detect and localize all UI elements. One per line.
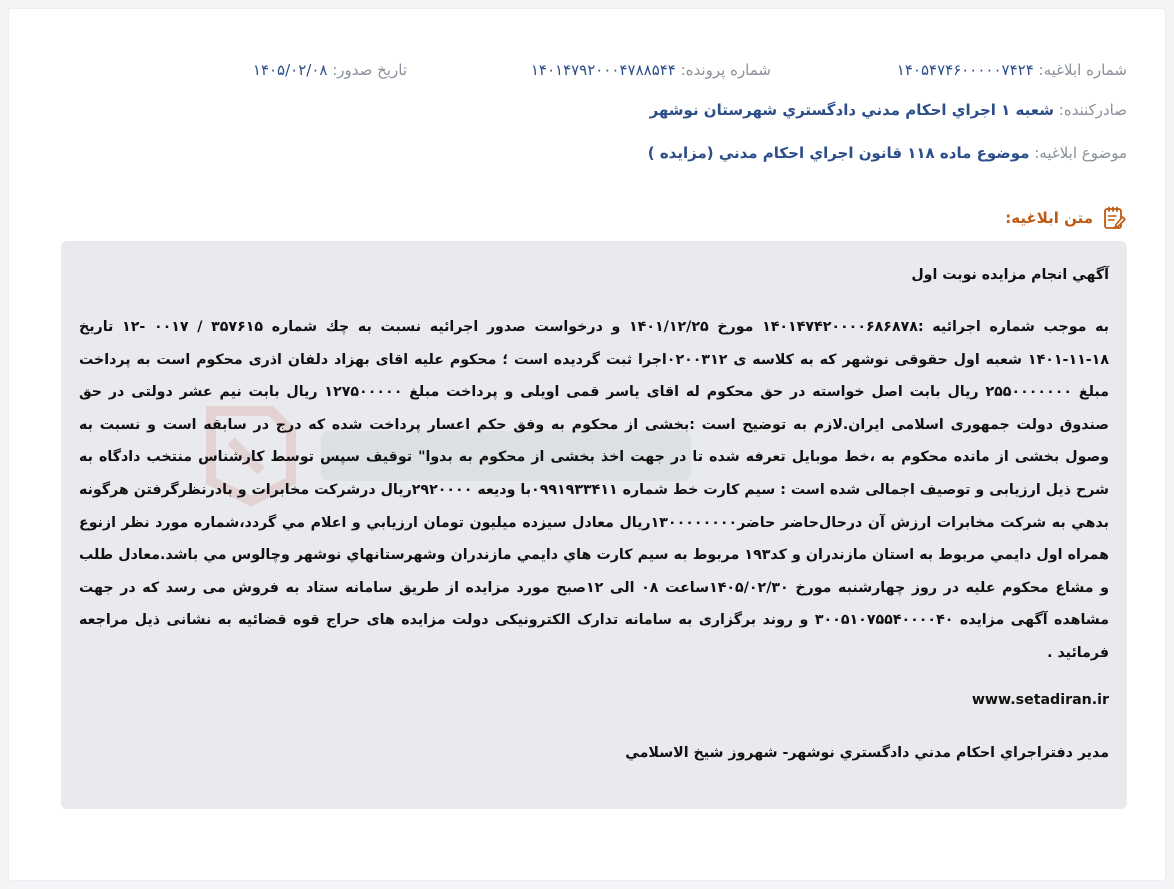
issue-date-value: ۱۴۰۵/۰۲/۰۸ <box>252 61 328 79</box>
notice-paragraph: به موجب شماره اجرائیه :۱۴۰۱۴۷۴۲۰۰۰۰۶۸۶۸۷۸ مورخ ۱۴۰۱/۱۲/۲۵ و درخواست صدور اجرائیه نسبت به چك شماره ۳۵۷۶۱۵ / ۰۰۱۷ -۱۲ تاریخ ۱۸-۱۱-۱۴۰۱ شعبه اول حقوقی نوشهر که به کلاسه ی ۰۲۰۰۳۱۲اجرا ثبت گردیده است ؛ محکوم علیه اقای بهزاد دلفان اذری محکوم است به پرداخت مبلغ ۲۵۵۰۰۰۰۰۰۰ ریال بابت اصل خواسته در حق محکوم له اقای یاسر قمی اویلی و پرداخت مبلغ ۱۲۷۵۰۰۰۰۰ ریال بابت نیم عشر دولتی در حق صندوق دولت جمهوری اسلامی ایران.لازم به توضیح است :بخشی از محکوم به وفق حکم اعسار پرداخت شده که درج در سابقه است و نسبت به وصول بخشی از مانده محکوم به ،خط موبایل تعرفه شده تا در جهت اخذ بخشی از محکوم به بدوا" توقیف سپس توسط کارشناس منتخب دادگاه به شرح ذیل ارزیابی و توصیف اجمالی شده است : سیم کارت خط شماره ۰۹۹۱۹۳۳۴۱۱با ودیعه ۲۹۲۰۰۰۰ریال درشرکت مخابرات و بادرنظرگرفتن هرگونه بدهي به شرکت مخابرات ارزش آن درحال‌حاضر حاضر۱۳۰۰۰۰۰۰۰۰ریال معادل سیزده میلیون تومان ارزيابي و اعلام مي گردد،شماره مورد نظر ازنوع همراه اول دايمي مربوط به استان مازندران و کد۱۹۳ مربوط به سيم کارت هاي دايمي مازندران وشهرستانهاي نوشهر وچالوس مي باشد.معادل طلب و مشاع محکوم علیه در روز چهارشنبه مورخ ۱۴۰۵/۰۲/۳۰ساعت ۰۸ الی ۱۲صبح مورد مزایده از طریق سامانه ستاد به فروش می رسد که در جهت مشاهده آگهی مزایده ۳۰۰۵۱۰۷۵۵۴۰۰۰۰۴۰ و روند برگزاری به سامانه تدارک الکترونیکی دولت مزایده های حراج قوه قضائیه به نشانی ذیل مراجعه فرمائید . <box>79 319 1110 661</box>
issue-date-field <box>253 61 407 79</box>
case-number-value: ۱۴۰۱۴۷۹۲۰۰۰۴۷۸۸۵۴۴ <box>530 61 676 79</box>
subject-label: موضوع ابلاغيه: <box>1034 144 1127 162</box>
note-icon <box>1101 205 1127 231</box>
meta-row-numbers <box>39 61 1127 85</box>
issuer-value: شعبه ۱ اجراي احکام مدني دادگستري شهرستان نوشهر <box>649 101 1054 119</box>
section-title <box>1005 205 1127 231</box>
case-number-label: شماره پرونده: <box>680 61 771 79</box>
issue-date-label: تاريخ صدور: <box>332 61 407 79</box>
notice-body <box>61 241 1127 809</box>
subject-value: موضوع ماده ۱۱۸ قانون اجراي احکام مدني (مزايده ) <box>647 144 1030 162</box>
website-text: www.setadiran.ir <box>971 691 1109 708</box>
subject-field <box>648 144 1127 162</box>
notice-number-value: ۱۴۰۵۴۷۴۶۰۰۰۰۰۷۴۲۴ <box>896 61 1034 79</box>
notice-number-field <box>897 61 1127 79</box>
issuer-field <box>650 101 1127 119</box>
signer-text: مدير دفتراجراي احکام مدني دادگستري نوشهر- شهروز شيخ الاسلامي <box>625 744 1109 761</box>
notice-content <box>79 265 1109 763</box>
notice-card <box>8 8 1166 881</box>
case-number-field <box>531 61 771 79</box>
notice-number-label: شماره ابلاغيه: <box>1038 61 1127 79</box>
section-title-text: متن ابلاغيه: <box>1005 209 1093 227</box>
notice-headline: آگهي انجام مزايده نوبت اول <box>911 267 1109 283</box>
issuer-label: صادرکننده: <box>1058 101 1127 119</box>
